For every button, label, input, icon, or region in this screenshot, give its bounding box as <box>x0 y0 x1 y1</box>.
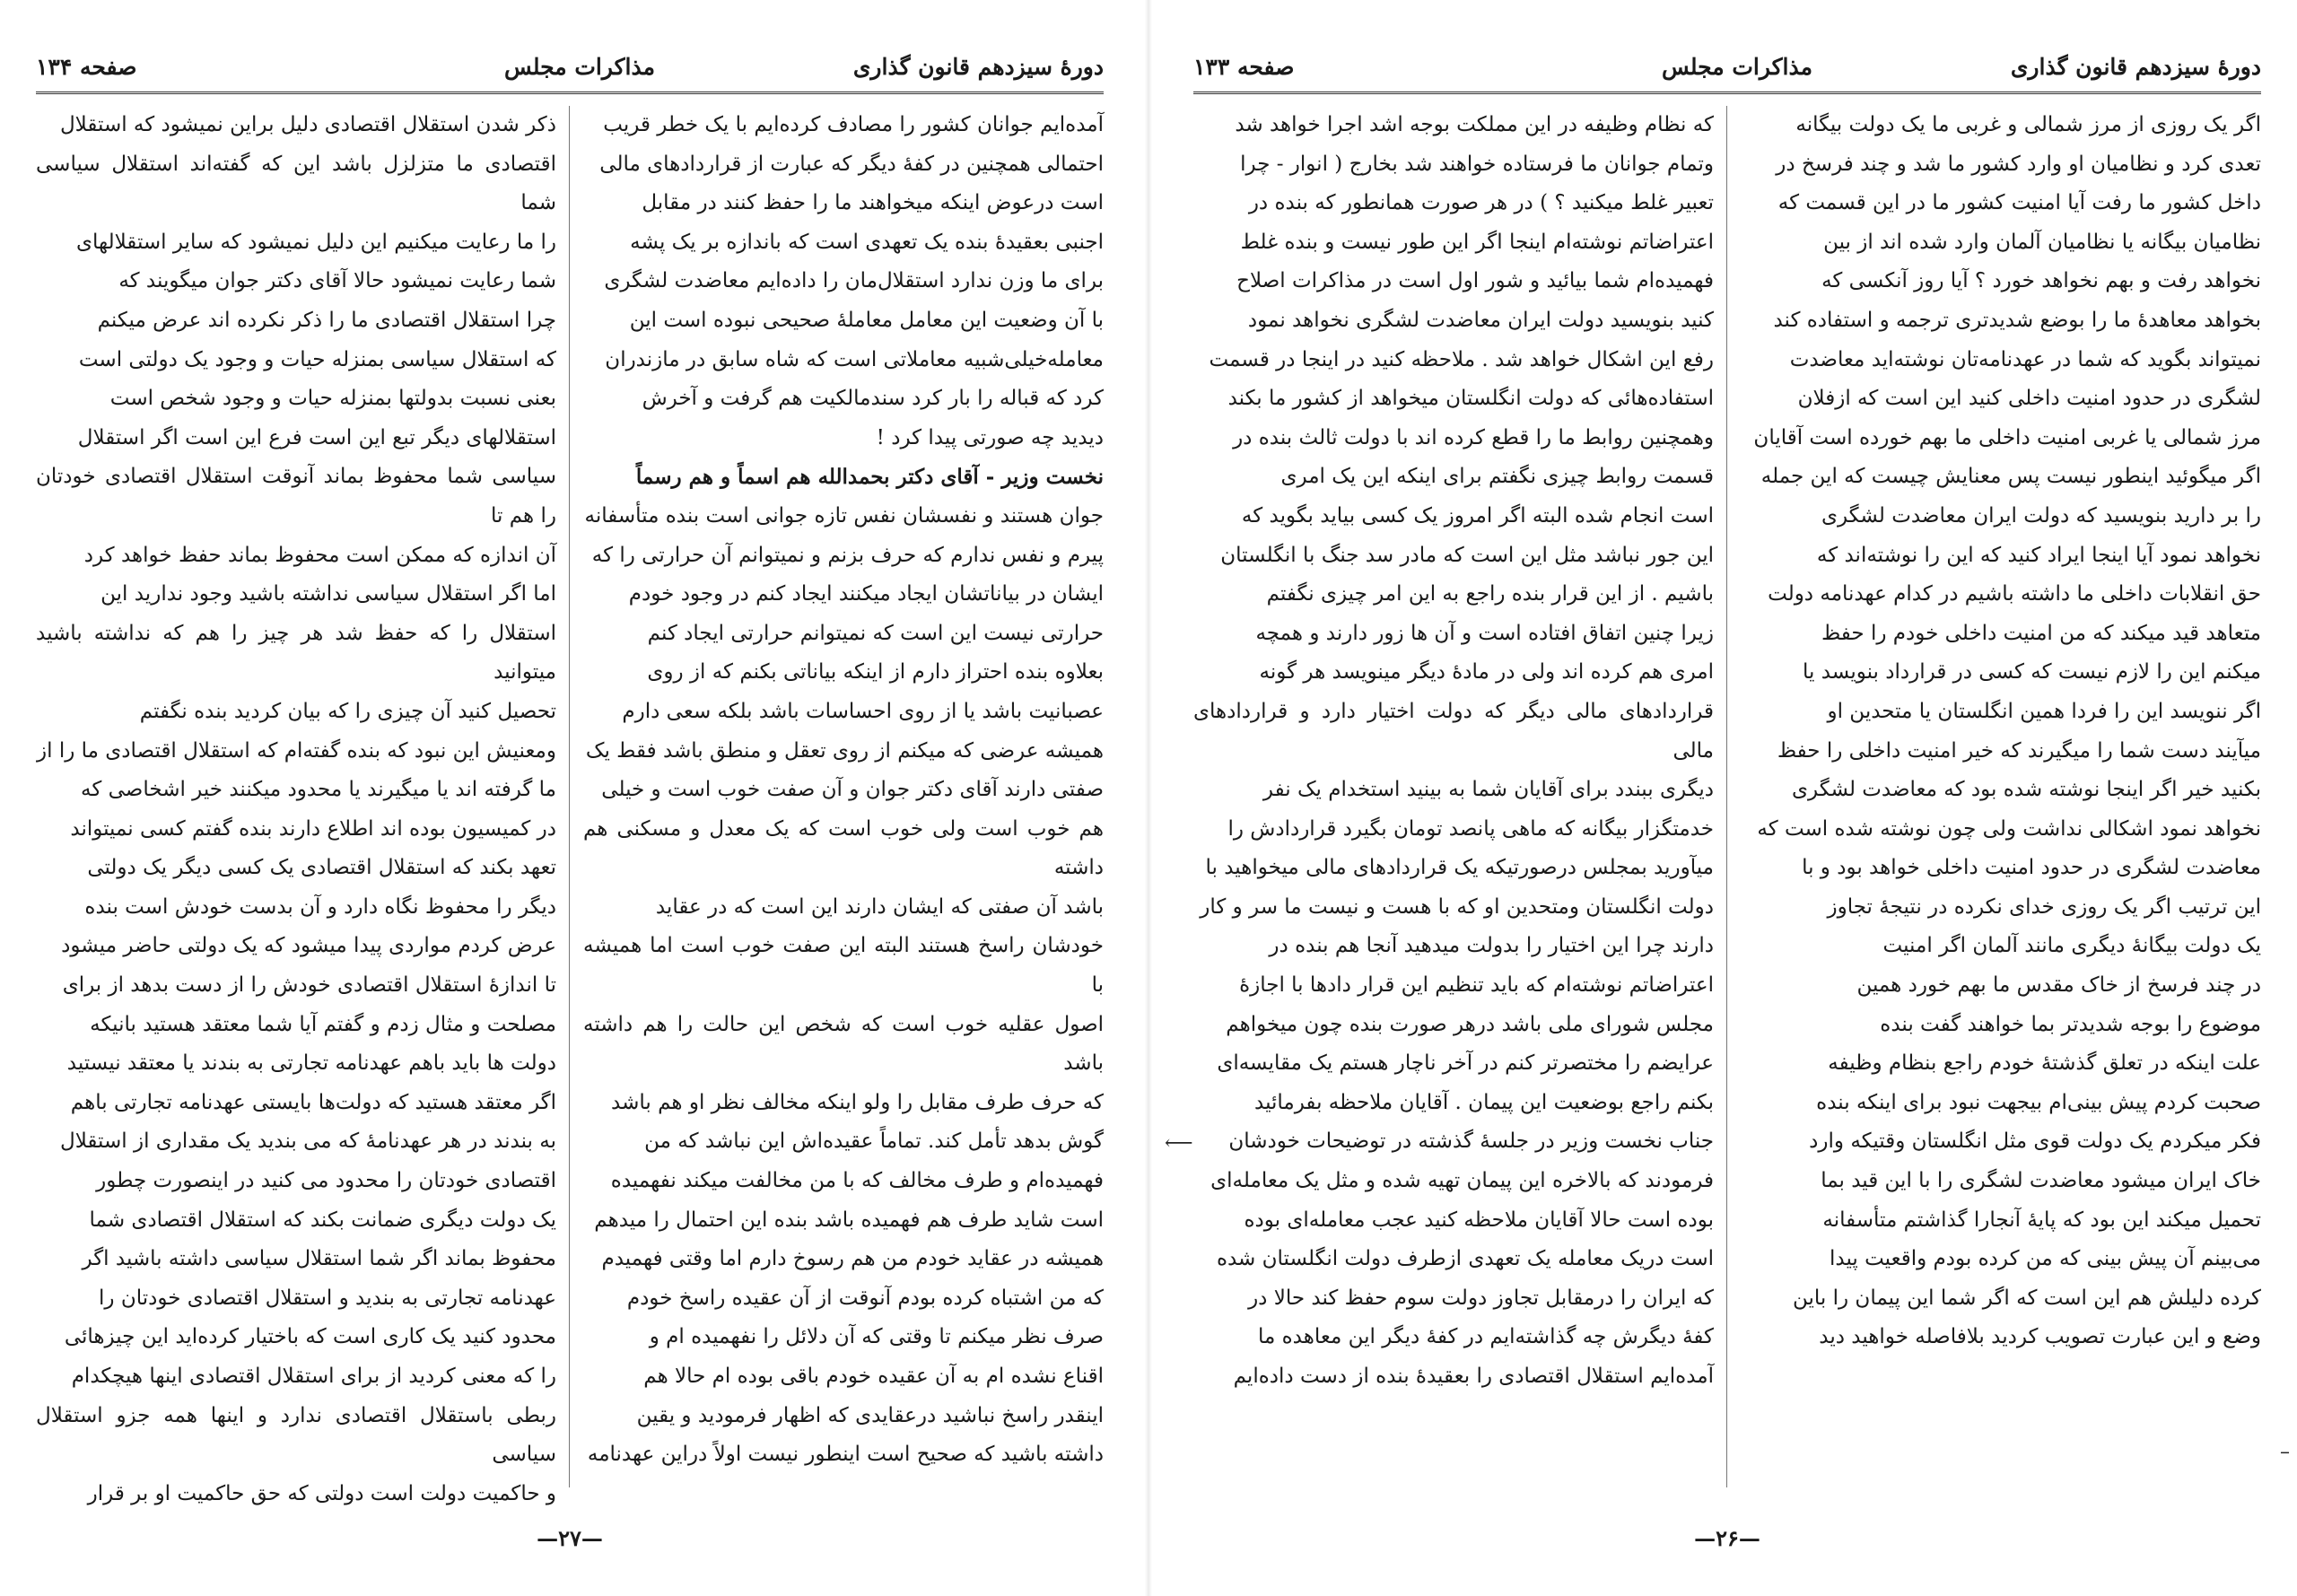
text-line: محدود کنید یک کاری است که باختیار کرده‌اید این چیزهائی <box>64 1325 556 1349</box>
text-line: اگر ننویسد این را فردا همین انگلستان یا متحدین او <box>1827 699 2261 723</box>
text-line: دیگر را محفوظ نگاه دارد و آن بدست خودش است بنده <box>84 894 556 919</box>
text-line: معاضدت لشگری در حدود امنیت داخلی خواهد بود و با <box>1802 856 2261 880</box>
text-line: همیشه عرضی که میکنم از روی تعقل و منطق باشد فقط یک <box>585 738 1104 763</box>
book-spine <box>1145 0 1152 1596</box>
text-line: را که معنی کردید از برای استقلال اقتصادی اینها هیچکدام <box>71 1365 556 1388</box>
margin-arrow-mark: ⟵ <box>1165 1132 1193 1155</box>
left-page-folio: —۲۷— <box>537 1525 603 1551</box>
text-line: نمیتواند بگوید که شما در عهدنامه‌تان نوشته‌اید معاضدت <box>1789 347 2261 371</box>
text-line: بوده است حالا آقایان ملاحظه کنید عجب معامله‌ای بوده <box>1244 1208 1714 1232</box>
text-line: اقتصادی ما متزلزل باشد این که گفته‌اند استقلال سیاسی شما <box>36 152 556 215</box>
text-line: میآیند دست شما را میگیرند که خیر امنیت داخلی را حفظ <box>1777 738 2261 763</box>
text-line: قسمت روابط چیزی نگفتم برای اینکه این یک امری <box>1280 465 1714 489</box>
text-line: مجلس شورای ملی باشد درهر صورت بنده چون میخواهم <box>1226 1012 1714 1036</box>
text-line: حق انقلابات داخلی ما داشته باشیم در کدام عهدنامه دولت <box>1768 582 2261 606</box>
text-line: نظامیان بیگانه یا نظامیان آلمان وارد شده اند از بین <box>1823 230 2261 254</box>
text-line: اقتصادی خودتان را محدود می کنید در اینصورت چطور <box>96 1169 556 1193</box>
text-line: که استقلال سیاسی بمنزله حیات و وجود یک دولتی است <box>78 347 556 371</box>
text-line: اجنبی بعقیدهٔ بنده یک تعهدی است که باندازه بر یک پشه <box>630 230 1104 254</box>
text-line: بخواهد معاهدهٔ ما را بوضع شدیدتری ترجمه و استفاده کند <box>1773 308 2261 332</box>
text-line: را بر دارید بنویسید که دولت ایران معاضدت لشگری <box>1821 503 2261 528</box>
text-line: دیدید چه صورتی پیدا کرد ! <box>876 425 1104 449</box>
text-line: اگر معتقد هستید که دولت‌ها بایستی عهدنامه تجارتی باهم <box>70 1090 556 1114</box>
text-line: متعاهد قید میکند که من امنیت داخلی خودم را حفظ <box>1821 621 2261 645</box>
margin-dash-mark: – <box>2280 1441 2290 1463</box>
text-line: استفاده‌هائی که دولت انگلستان میخواهد از کشور ما بکند <box>1227 387 1714 411</box>
text-line: تعهد بکند که استقلال اقتصادی یک کسی دیگر یک دولتی <box>87 856 556 880</box>
text-line: محفوظ بماند اگر شما استقلال سیاسی داشته باشید اگر <box>82 1247 556 1271</box>
text-line: وهمچنین روابط ما را قطع کرده اند با دولت ثالث بنده در <box>1233 425 1714 449</box>
left-header-subtitle: مذاکرات مجلس <box>503 54 655 80</box>
text-line: پیرم و نفس ندارم که حرف بزنم و نمیتوانم آن حرارتی را که <box>591 543 1104 567</box>
text-line: ربطی باستقلال اقتصادی ندارد و اینها همه جزو استقلال سیاسی <box>36 1403 556 1467</box>
text-line: اعتراضاتم نوشته‌ام اینجا اگر این طور نیست و بنده غلط <box>1240 230 1714 254</box>
text-line: که نظام وظیفه در این مملکت بوجه اشد اجرا خواهد شد <box>1235 113 1714 136</box>
right-page-column-divider <box>1726 106 1727 1487</box>
text-line: وضع و این عبارت تصویب کردید بلافاصله خواهید دید <box>1819 1325 2261 1349</box>
text-line: است شاید طرف هم فهمیده باشد بنده این احتمال را میدهم <box>594 1208 1104 1232</box>
text-line: این ترتیب اگر یک روزی خدای نکرده در نتیجهٔ تجاوز <box>1827 894 2261 919</box>
text-line: تعدی کرد و نظامیان او وارد کشور ما شد و چند فرسخ در <box>1776 152 2261 176</box>
text-line: در چند فرسخ از خاک مقدس ما بهم خورد همین <box>1856 973 2261 998</box>
text-line: سیاسی شما محفوظ بماند آنوقت استقلال اقتصادی خودتان را هم تا <box>36 465 556 528</box>
text-line: میکنم این را لازم نیست که کسی در قرارداد بنویسد یا <box>1803 660 2261 685</box>
text-line: امری هم کرده اند ولی در مادهٔ دیگر مینویسد هر گونه <box>1259 660 1714 685</box>
left-page-right-column <box>583 106 1104 1487</box>
text-line: دیگری ببندد برای آقایان شما به بینید استخدام یک نفر <box>1262 778 1714 802</box>
text-line: گوش بدهد تأمل کند. تماماً عقیده‌اش این نباشد که من <box>644 1129 1104 1154</box>
text-line: زیرا چنین اتفاق افتاده است و آن ها زور دارند و همچه <box>1255 621 1714 645</box>
text-line: کرده دلیلش هم این است که اگر شما این پیمان را باین <box>1792 1286 2261 1310</box>
text-line: تا اندازهٔ استقلال اقتصادی خودش را از دست بدهد از برای <box>62 973 556 998</box>
text-line: فکر میکردم یک دولت قوی مثل انگلستان وقتیکه وارد <box>1809 1129 2261 1154</box>
text-line: تحصیل کنید آن چیزی را که بیان کردید بنده نگفتم <box>139 699 556 723</box>
text-line: اما اگر استقلال سیاسی نداشته باشید وجود ندارید این <box>100 582 556 606</box>
text-line: آمده‌ایم استقلال اقتصادی را بعقیدهٔ بنده از دست داده‌ایم <box>1233 1365 1714 1388</box>
text-line: در کمیسیون بوده اند اطلاع دارند بنده گفتم کسی نمیتواند <box>70 816 556 841</box>
text-line: باشد آن صفتی که ایشان دارند این است که در عقاید <box>655 894 1104 919</box>
text-line: باشیم . از این قرار بنده راجع به این امر چیزی نگفتم <box>1266 582 1714 606</box>
text-line: هم خوب است ولی خوب است که یک معدل و مسکنی هم داشته <box>583 816 1104 880</box>
text-line: ومعنیش این نبود که بنده گفته‌ام که استقلال اقتصادی ما را از <box>37 738 556 763</box>
text-line: چرا استقلال اقتصادی ما را ذکر نکرده اند عرض میکنم <box>97 308 556 332</box>
text-line: کرد که قباله را بار کرد سندمالکیت هم گرفت و آخرش <box>642 387 1104 411</box>
text-line: داشته باشید که صحیح است اینطور نیست اولاً دراین عهدنامه <box>587 1443 1104 1467</box>
text-line: موضوع را بوجه شدیدتر بما خواهند گفت بنده <box>1880 1012 2261 1036</box>
text-line: است انجام شده البته اگر امروز یک کسی بیاید بگوید که <box>1241 503 1714 528</box>
text-line: یک دولت دیگری ضمانت بکند که استقلال اقتصادی شما <box>89 1208 556 1232</box>
text-line: رفع این اشکال خواهد شد . ملاحظه کنید در اینجا در قسمت <box>1209 347 1714 371</box>
text-line: اقناع نشده ام به آن عقیده خودم باقی بوده ام حالا هم <box>643 1365 1104 1388</box>
text-line: کنید بنویسید دولت ایران معاضدت لشگری نخواهد نمود <box>1247 308 1714 332</box>
text-line: کفهٔ دیگرش چه گذاشته‌ایم در کفهٔ دیگر این معاهده ما <box>1257 1325 1714 1349</box>
text-line: صرف نظر میکنم تا وقتی که آن دلائل را نفهمیده ام و <box>649 1325 1104 1349</box>
text-line: نخواهد نمود آیا اینجا ایراد کنید که این را نوشته‌اند که <box>1816 543 2261 567</box>
text-line: فرمودند که بالاخره این پیمان تهیه شده و مثل یک معامله‌ای <box>1210 1169 1714 1193</box>
text-line: بعلاوه بنده احتراز دارم از اینکه بیاناتی بکنم که از روی <box>647 660 1104 685</box>
text-line: داخل کشور ما رفت آیا امنیت کشور ما در این قسمت که <box>1777 191 2261 215</box>
text-line: صفتی دارند آقای دکتر جوان و آن صفت خوب است و خیلی <box>601 778 1104 802</box>
left-header-rule <box>36 92 1104 94</box>
text-line: ذکر شدن استقلال اقتصادی دلیل براین نمیشود که استقلال <box>59 113 556 136</box>
text-line: که حرف طرف مقابل را ولو اینکه مخالف نظر او هم باشد <box>611 1090 1104 1114</box>
text-line: عرایضم را مختصرتر کنم در آخر ناچار هستم یک مقایسه‌ای <box>1217 1051 1714 1076</box>
text-line: است درعوض اینکه میخواهند ما را حفظ کنند در مقابل <box>642 191 1104 215</box>
text-line: مصلحت و مثال زدم و گفتم آیا شما معتقد هستید بانیکه <box>90 1012 556 1036</box>
text-line: معامله‌خیلی‌شبیه معاملاتی است که شاه سابق در مازندران <box>605 347 1104 371</box>
text-line: خاک ایران میشود معاضدت لشگری را با این قید بما <box>1821 1169 2261 1193</box>
right-header-page-number: صفحه ۱۳۳ <box>1193 54 1295 80</box>
text-line: فهمیده‌ام و طرف مخالف که با من مخالفت میکند نفهمیده <box>610 1169 1104 1193</box>
text-line: عرض کردم مواردی پیدا میشود که یک دولتی حاضر میشود <box>61 934 556 958</box>
text-line: می‌بینم آن پیش بینی که من کرده بودم واقعیت پیدا <box>1829 1247 2261 1271</box>
text-line: که ایران را درمقابل تجاوز دولت سوم حفظ کند حالا در <box>1248 1286 1714 1310</box>
text-line: قراردادهای مالی دیگر که دولت اختیار دارد و قراردادهای مالی <box>1193 699 1714 763</box>
text-line: را ما رعایت میکنیم این دلیل نمیشود که سایر استقلالهای <box>75 230 556 254</box>
text-line: ما گرفته اند یا میگیرند یا محدود میکنند خیر اشخاصی که <box>81 778 556 802</box>
text-line: دولت ها باید باهم عهدنامه تجارتی به بندند یا معتقد نیستید <box>66 1051 556 1076</box>
text-line: نخست وزیر - آقای دکتر بحمدالله هم اسماً و هم رسماً <box>635 465 1104 490</box>
text-line: ایشان در بیاناتشان ایجاد میکنند ایجاد کنم در وجود خودم <box>628 582 1104 606</box>
text-line: نخواهد نمود اشکالی نداشت ولی چون نوشته شده است که <box>1757 816 2261 841</box>
text-line: احتمالی همچنین در کفهٔ دیگر که عبارت از قراردادهای مالی <box>599 152 1104 176</box>
text-line: حرارتی نیست این است که نمیتوانم حرارتی ایجاد کنم <box>647 621 1104 645</box>
text-line: با آن وضعیت این معامل معاملهٔ صحیحی نبوده است این <box>629 308 1104 332</box>
text-line: اینقدر راسخ نباشید درعقایدی که اظهار فرمودید و یقین <box>636 1403 1104 1427</box>
text-line: عهدنامه تجارتی به بندید و استقلال اقتصادی خودتان را <box>99 1286 556 1310</box>
right-page <box>1157 0 2297 1596</box>
left-header-page-number: صفحه ۱۳۴ <box>36 54 137 80</box>
text-line: شما رعایت نمیشود حالا آقای دکتر جوان میگویند که <box>118 269 556 293</box>
right-header-rule <box>1193 92 2261 94</box>
text-line: علت اینکه در تعلق گذشتهٔ خودم راجع بنظام وظیفه <box>1828 1051 2261 1076</box>
right-page-right-column <box>1741 106 2261 1487</box>
text-line: اعتراضاتم نوشته‌ام که باید تنظیم این قرار دادها با اجازهٔ <box>1239 973 1714 998</box>
right-header-subtitle: مذاکرات مجلس <box>1661 54 1812 80</box>
right-header-title: دورهٔ سیزدهم قانون گذاری <box>2010 54 2261 80</box>
right-page-folio: —۲۶— <box>1694 1525 1760 1551</box>
text-line: فهمیده‌ام شما بیائید و شور اول است در مذاکرات اصلاح <box>1236 269 1714 293</box>
text-line: این جور نباشد مثل این است که مادر سد جنگ با انگلستان <box>1220 543 1714 567</box>
text-line: میآورید بمجلس درصورتیکه یک قراردادهای مالی میخواهید با <box>1205 856 1714 880</box>
left-page-left-column <box>36 106 556 1505</box>
text-line: است دریک معامله یک تعهدی ازطرف دولت انگلستان شده <box>1216 1247 1714 1271</box>
text-line: که من اشتباه کرده بودم آنوقت از آن عقیده راسخ خودم <box>626 1286 1104 1310</box>
text-line: وتمام جوانان ما فرستاده خواهند شد بخارج ( انوار - چرا <box>1240 152 1714 176</box>
right-page-header <box>1193 52 2261 92</box>
text-line: جناب نخست وزیر در جلسهٔ گذشته در توضیحات خودشان <box>1228 1129 1714 1154</box>
text-line: تعبیر غلط میکنید ؟ ) در هر صورت همانطور که بنده در <box>1248 191 1714 215</box>
text-line: و حاکمیت دولت است دولتی که حق حاکمیت او بر قرار <box>87 1481 556 1505</box>
left-header-title: دورهٔ سیزدهم قانون گذاری <box>852 54 1104 80</box>
text-line: صحبت کردم پیش بینی‌ام بیجهت نبود برای اینکه بنده <box>1816 1090 2261 1114</box>
right-page-left-column <box>1193 106 1714 1487</box>
text-line: بعنی نسبت بدولتها بمنزله حیات و وجود شخص است <box>109 387 556 411</box>
left-page <box>0 0 1140 1596</box>
text-line: خودشان راسخ هستند البته این صفت خوب است اما همیشه با <box>583 934 1104 998</box>
text-line: همیشه در عقاید خودم من هم رسوخ دارم اما وقتی فهمیدم <box>601 1247 1104 1271</box>
text-line: تحمیل میکند این بود که پایهٔ آنجارا گذاشتم متأسفانه <box>1822 1208 2261 1232</box>
text-line: به بندند در هر عهدنامهٔ که می بندید یک مقداری از استقلال <box>59 1129 556 1154</box>
text-line: جوان هستند و نفسشان نفس تازه جوانی است بنده متأسفانه <box>584 503 1104 528</box>
text-line: اگر میگوئید اینطور نیست پس معنایش چیست که این جمله <box>1760 465 2261 489</box>
text-line: عصبانیت باشد یا از روی احساسات باشد بلکه سعی دارم <box>622 699 1104 723</box>
text-line: دارند چرا این اختیار را بدولت میدهید آنجا هم بنده در <box>1269 934 1714 958</box>
text-line: خدمتگزار بیگانه که ماهی پانصد تومان بگیرد قراردادش را <box>1227 816 1714 841</box>
text-line: آمده‌ایم جوانان کشور را مصادف کرده‌ایم با یک خطر قریب <box>603 113 1104 136</box>
text-line: استقلالهای دیگر تبع این است فرع این است اگر استقلال <box>77 425 556 449</box>
text-line: بکنید خیر اگر اینجا نوشته شده بود که معاضدت لشگری <box>1792 778 2261 802</box>
text-line: دولت انگلستان ومتحدین او که با هست و نیست ما سر و کار <box>1200 894 1714 919</box>
text-line: یک دولت بیگانهٔ دیگری مانند آلمان اگر امنیت <box>1882 934 2261 958</box>
text-line: برای ما وزن ندارد استقلال‌مان را داده‌ایم معاضدت لشگری <box>604 269 1104 293</box>
text-line: بکنم راجع بوضعیت این پیمان . آقایان ملاحظه بفرمائید <box>1254 1090 1714 1114</box>
text-line: آن اندازه که ممکن است محفوظ بماند حفظ خواهد کرد <box>83 543 556 567</box>
left-page-column-divider <box>569 106 570 1487</box>
text-line: اگر یک روزی از مرز شمالی و غربی ما یک دولت بیگانه <box>1795 113 2261 136</box>
text-line: نخواهد رفت و بهم نخواهد خورد ؟ آیا روز آنکسی که <box>1821 269 2261 293</box>
text-line: استقلال را که حفظ شد هر چیز را هم که نداشته باشید میتوانید <box>36 621 556 685</box>
text-line: مرز شمالی یا غربی امنیت داخلی ما بهم خورده است آقایان <box>1753 425 2261 449</box>
text-line: اصول عقلیه خوب است که شخص این حالت را هم داشته باشد <box>583 1012 1104 1076</box>
left-page-header <box>36 52 1104 92</box>
text-line: لشگری در حدود امنیت داخلی کنید این است که ازفلان <box>1797 387 2261 411</box>
